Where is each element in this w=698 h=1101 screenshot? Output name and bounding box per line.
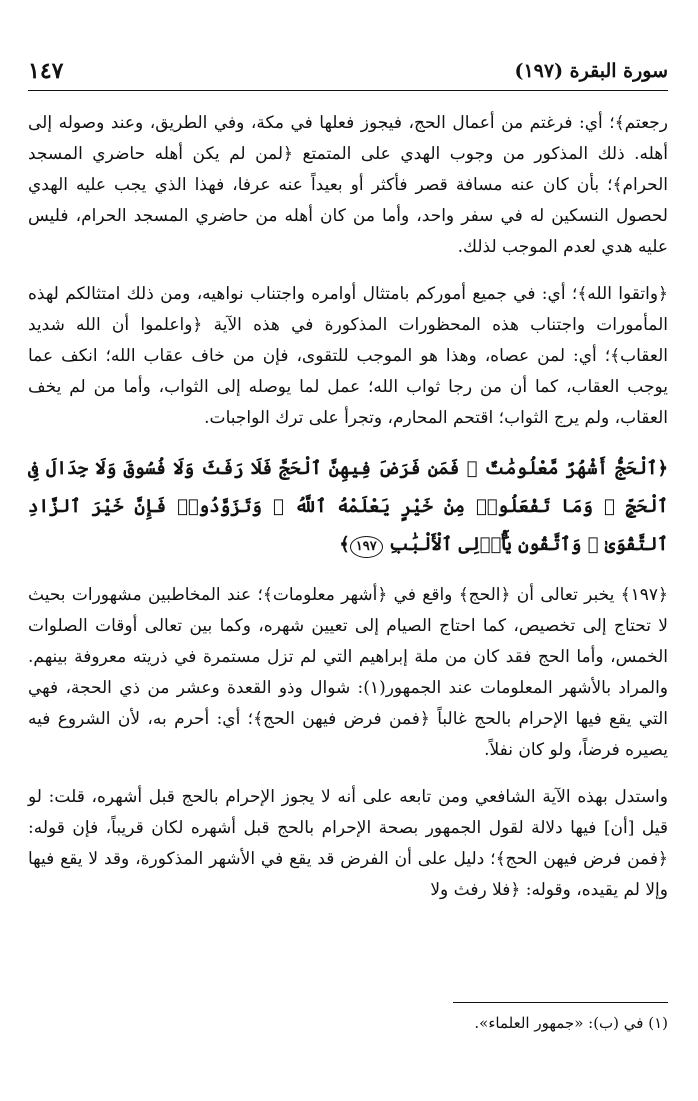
footnote-divider [453,1002,668,1003]
running-title: سورة البقرة (١٩٧) [514,60,668,82]
footnote: (١) في (ب): «جمهور العلماء». [474,1014,668,1032]
verse-text: ﴿ٱلْحَجُّ أَشْهُرٌ مَّعْلُومَٰتٌ ۚ فَمَن فَرَضَ فِيهِنَّ ٱلْحَجَّ فَلَا رَفَثَ وَلَا فُسُوقَ وَلَا جِدَالَ فِى ٱلْحَجِّ ۗ وَمَا تَفْعَلُوا۟ مِنْ خَيْرٍ يَعْلَمْهُ ٱللَّهُ ۗ وَتَزَوَّدُوا۟ فَإِنَّ خَيْرَ ٱلزَّادِ ٱلتَّقْوَىٰ ۚ وَٱتَّقُونِ يَٰٓأُو۟لِى ٱلْأَلْبَٰبِ [28,458,668,555]
paragraph-4: واستدل بهذه الآية الشافعي ومن تابعه على أنه لا يجوز الإحرام بالحج قبل أشهره، قلت: لو قيل [أن] فيها دلالة لقول الجمهور بصحة الإحرام بالحج قبل أشهره لكان قريباً، فإن قوله: ﴿فمن فرض فيهن الحج﴾؛ دليل على أن الفرض قد يقع في الأشهر المذكورة، وقد لا يقع فيها وإلا لم يقيده، وقوله: ﴿فلا رفث ولا [28,787,668,900]
quran-verse: ﴿ٱلْحَجُّ أَشْهُرٌ مَّعْلُومَٰتٌ ۚ فَمَن فَرَضَ فِيهِنَّ ٱلْحَجَّ فَلَا رَفَثَ وَلَا فُسُوقَ وَلَا جِدَالَ فِى ٱلْحَجِّ ۗ وَمَا تَفْعَلُوا۟ مِنْ خَيْرٍ يَعْلَمْهُ ٱللَّهُ ۗ وَتَزَوَّدُوا۟ فَإِنَّ خَيْرَ ٱلزَّادِ ٱلتَّقْوَىٰ ۚ وَٱتَّقُونِ يَٰٓأُو۟لِى ٱلْأَلْبَٰبِ ١٩٧﴾ [28,450,668,564]
paragraph-2: ﴿واتقوا الله﴾؛ أي: في جميع أموركم بامتثال أوامره واجتناب نواهيه، ومن ذلك امتثالكم لهذه المأمورات واجتناب هذه المحظورات المذكورة في هذه الآية ﴿واعلموا أن الله شديد العقاب﴾؛ أي: لمن عصاه، وهذا هو الموجب للتقوى، فإن من خاف عقاب الله؛ انكف عما يوجب العقاب، كما أن من رجا ثواب الله؛ عمل لما يوصله إلى الثواب، وأما من لم يخف العقاب، ولم يرج الثواب؛ اقتحم المحارم، وتجرأ على ترك الواجبات. [28,284,668,428]
main-text [28,108,668,922]
page-header [28,58,668,88]
page-number: ١٤٧ [28,58,64,84]
verse-number-marker: ١٩٧ [350,536,383,558]
header-divider [28,90,668,91]
paragraph-3: ﴿١٩٧﴾ يخبر تعالى أن ﴿الحج﴾ واقع في ﴿أشهر معلومات﴾؛ عند المخاطبين مشهورات بحيث لا تحتاج إلى تخصيص، كما احتاج الصيام إلى تعيين شهره، وكما بين تعالى أوقات الصلوات الخمس، وأما الحج فقد كان من ملة إبراهيم التي لم تزل مستمرة في ذريته معروفة بينهم. والمراد بالأشهر المعلومات عند الجمهور(١): شوال وذو القعدة وعشر من ذي الحجة، فهي التي يقع فيها الإحرام بالحج غالباً ﴿فمن فرض فيهن الحج﴾؛ أي: أحرم به، لأن الشروع فيه يصيره فرضاً، ولو كان نفلاً. [28,585,668,760]
paragraph-1: رجعتم﴾؛ أي: فرغتم من أعمال الحج، فيجوز فعلها في مكة، وفي الطريق، وعند وصوله إلى أهله. ذلك المذكور من وجوب الهدي على المتمتع ﴿لمن لم يكن أهله حاضري المسجد الحرام﴾؛ بأن كان عنه مسافة قصر فأكثر أو بعيداً عنه عرفا، فهذا الذي يجب عليه الهدي لحصول النسكين له في سفر واحد، وأما من كان أهله من حاضري المسجد الحرام، فليس عليه هدي لعدم الموجب لذلك. [28,113,668,257]
